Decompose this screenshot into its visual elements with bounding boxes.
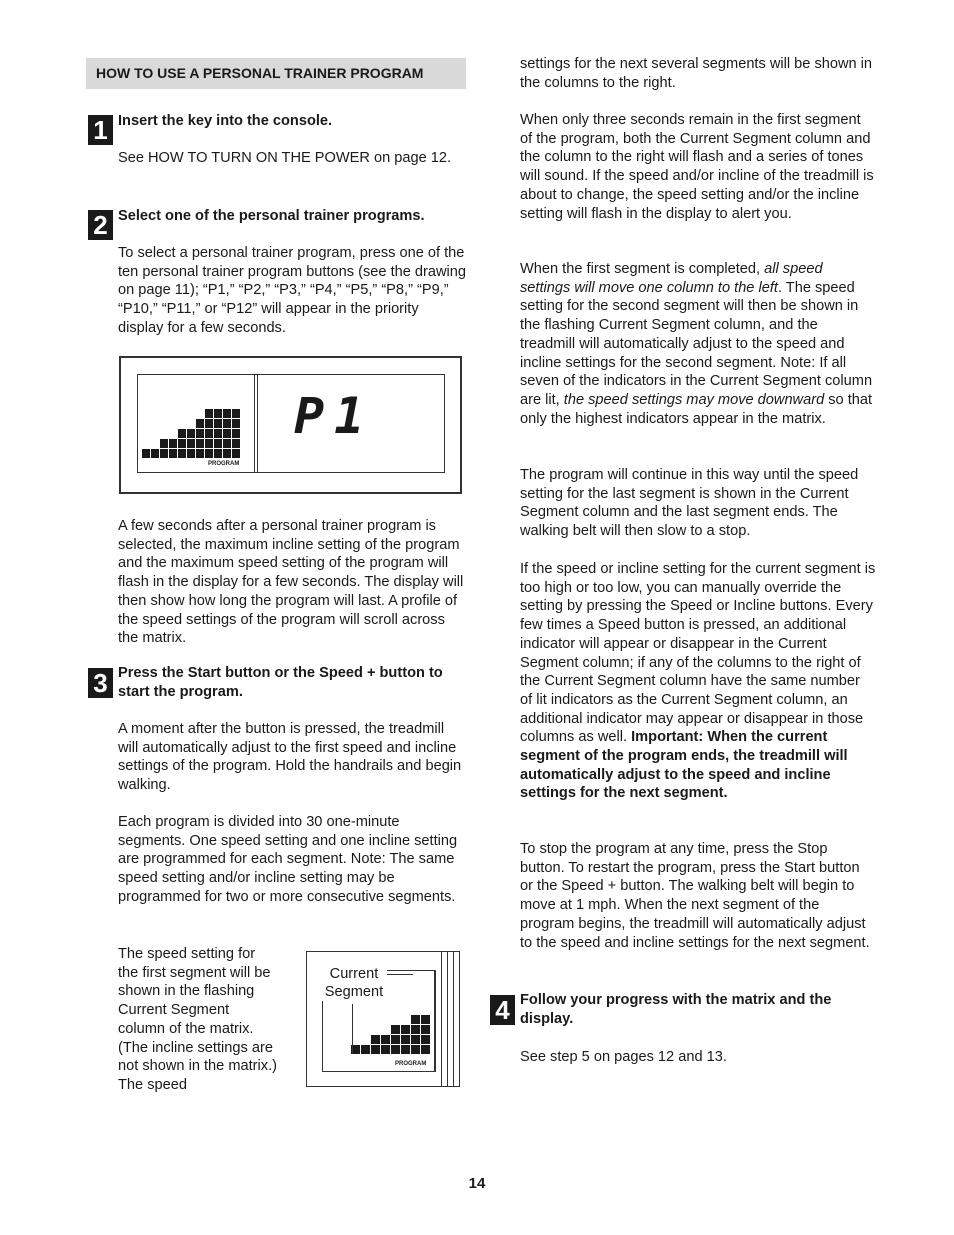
matrix-led — [214, 449, 222, 458]
matrix-led — [178, 449, 186, 458]
program-readout: P1 — [294, 387, 375, 445]
matrix-led — [401, 1045, 410, 1054]
text-run: so that only the highest indicators appear in the matrix. — [520, 391, 873, 427]
matrix-led — [401, 1035, 410, 1044]
callout-leader-horizontal — [387, 974, 413, 975]
right-para-2: When only three seconds remain in the first segment of the program, both the Current Segment column and the column to the right will flash and a series of tones will sound. If the speed and/or incline of the treadmill is about to change, the speed setting and/or the incline setting will flash in the display to alert you. — [520, 112, 874, 222]
matrix-led — [411, 1035, 420, 1044]
matrix-led — [411, 1045, 420, 1054]
text-run: . The speed setting for the second segment will then be shown in the flashing Current Segment column, and the treadmill will automatically adjust to the speed and incline settings for the second segment. Note: If all seven of the indicators in the Current Segment column are lit, — [520, 279, 873, 408]
matrix-led — [160, 449, 168, 458]
matrix-led — [205, 439, 213, 448]
matrix-led — [421, 1025, 430, 1034]
matrix-led — [232, 429, 240, 438]
matrix-led — [205, 409, 213, 418]
matrix-led — [214, 409, 222, 418]
step-number-3: 3 — [88, 668, 113, 698]
step-3-heading: Press the Start button or the Speed + button to start the program. — [118, 665, 443, 700]
matrix-led — [391, 1045, 400, 1054]
matrix-led — [421, 1045, 430, 1054]
display-window — [137, 374, 445, 473]
display-divider — [254, 375, 258, 472]
matrix-led — [223, 429, 231, 438]
step-2-heading: Select one of the personal trainer programs. — [118, 208, 425, 224]
matrix-led — [232, 409, 240, 418]
callout-leader-vertical — [352, 1004, 353, 1054]
matrix-led — [411, 1025, 420, 1034]
matrix-led — [196, 439, 204, 448]
matrix-led — [169, 449, 177, 458]
step-number-1: 1 — [88, 115, 113, 145]
matrix-led — [421, 1035, 430, 1044]
step-4-heading: Follow your progress with the matrix and the display. — [520, 992, 832, 1027]
matrix-led — [169, 439, 177, 448]
matrix-led — [371, 1045, 380, 1054]
step-number-4: 4 — [490, 995, 515, 1025]
right-para-5 — [520, 560, 876, 803]
matrix-led — [214, 439, 222, 448]
matrix-led — [151, 449, 159, 458]
figure-edge-line — [453, 952, 454, 1086]
matrix-led — [187, 429, 195, 438]
matrix-led — [232, 419, 240, 428]
right-para-3 — [520, 260, 876, 428]
current-segment-figure — [306, 951, 460, 1087]
matrix-led — [187, 449, 195, 458]
important-note: Important: When the current segment of the program ends, the treadmill will automatically adjust to the speed and incline settings for the next segment. — [520, 729, 848, 802]
emphasis-text: the speed settings may move downward — [563, 391, 825, 408]
emphasis-text: all speed settings will move one column to the left — [520, 261, 823, 296]
matrix-led — [205, 419, 213, 428]
matrix-led — [178, 439, 186, 448]
right-para-4: The program will continue in this way until the speed setting for the last segment is shown in the Current Segment column and the last segment ends. The walking belt will then slow to a stop. — [520, 467, 859, 540]
small-display-divider — [434, 971, 435, 1071]
matrix-led — [160, 439, 168, 448]
matrix-led — [187, 439, 195, 448]
step-4-body: See step 5 on pages 12 and 13. — [520, 1049, 727, 1065]
step-1-body: See HOW TO TURN ON THE POWER on page 12. — [118, 150, 452, 166]
section-title: HOW TO USE A PERSONAL TRAINER PROGRAM — [86, 58, 466, 89]
matrix-led — [205, 429, 213, 438]
matrix-led — [196, 429, 204, 438]
matrix-led — [381, 1045, 390, 1054]
matrix-led — [232, 449, 240, 458]
small-matrix-program-label: PROGRAM — [395, 1061, 427, 1067]
console-display-figure — [119, 356, 462, 494]
right-para-1: settings for the next several segments will be shown in the columns to the right. — [520, 56, 873, 91]
step-3-body-1: A moment after the button is pressed, the treadmill will automatically adjust to the first speed and incline settings of the program. Hold the handrails and begin walking. — [118, 721, 462, 794]
step-number-2: 2 — [88, 210, 113, 240]
matrix-led — [223, 439, 231, 448]
right-para-6: To stop the program at any time, press the Stop button. To restart the program, press the Start button or the Speed + button. The walking belt will begin to move at 1 mph. When the next segment of the program begins, the treadmill will automatically adjust to the speed and incline settings for the next segment. — [520, 841, 870, 951]
text-run: When the first segment is completed, — [520, 261, 765, 277]
figure-edge-line — [447, 952, 448, 1086]
matrix-led — [391, 1035, 400, 1044]
figure-edge-line — [441, 952, 442, 1086]
matrix-led — [421, 1015, 430, 1024]
step-3-body-2: Each program is divided into 30 one-minute segments. One speed setting and one incline setting are programmed for each segment. Note: The same speed setting and/or incline setting may be programmed for two or more consecutive segments. — [118, 814, 458, 905]
matrix-led — [411, 1015, 420, 1024]
matrix-led — [214, 429, 222, 438]
matrix-led — [196, 449, 204, 458]
matrix-led — [205, 449, 213, 458]
matrix-led — [391, 1025, 400, 1034]
matrix-program-label: PROGRAM — [208, 461, 240, 467]
matrix-led — [371, 1035, 380, 1044]
matrix-led — [232, 439, 240, 448]
matrix-led — [196, 419, 204, 428]
matrix-led — [178, 429, 186, 438]
matrix-led — [223, 449, 231, 458]
matrix-led — [401, 1025, 410, 1034]
text-run: If the speed or incline setting for the current segment is too high or too low, you can manually override the setting by pressing the Speed or Incline buttons. Every few times a Speed button is pressed, an additional indicator will appear or disappear in the Current Segment column; if any of the columns to the right of the Current Segment column have the same number of lit indicators as the Current Segment column, an additional indicator may appear or disappear in those columns as well. — [520, 561, 876, 746]
matrix-led — [142, 449, 150, 458]
matrix-led — [223, 419, 231, 428]
matrix-led — [361, 1045, 370, 1054]
step-2-body: To select a personal trainer program, press one of the ten personal trainer program buttons (see the drawing on page 11); “P1,” “P2,” “P3,” “P4,” “P5,” “P8,” “P9,” “P10,” “P11,” or “P12” will appear in the priority display for a few seconds. — [118, 245, 467, 336]
current-segment-callout: Current Segment — [321, 966, 387, 1001]
page-number: 14 — [468, 1175, 486, 1192]
matrix-led — [223, 409, 231, 418]
matrix-led — [214, 419, 222, 428]
step-2-after-figure: A few seconds after a personal trainer program is selected, the maximum incline setting of the program and the maximum speed setting of the program will flash in the display for a few seconds. The display will then show how long the program will last. A profile of the speed settings of the program will scroll across the matrix. — [118, 518, 464, 647]
step-3-body-3: The speed setting for the first segment will be shown in the flashing Current Segment column of the matrix. (The incline settings are not shown in the matrix.) The speed — [118, 946, 277, 1093]
step-1-heading: Insert the key into the console. — [118, 113, 333, 129]
matrix-led — [381, 1035, 390, 1044]
